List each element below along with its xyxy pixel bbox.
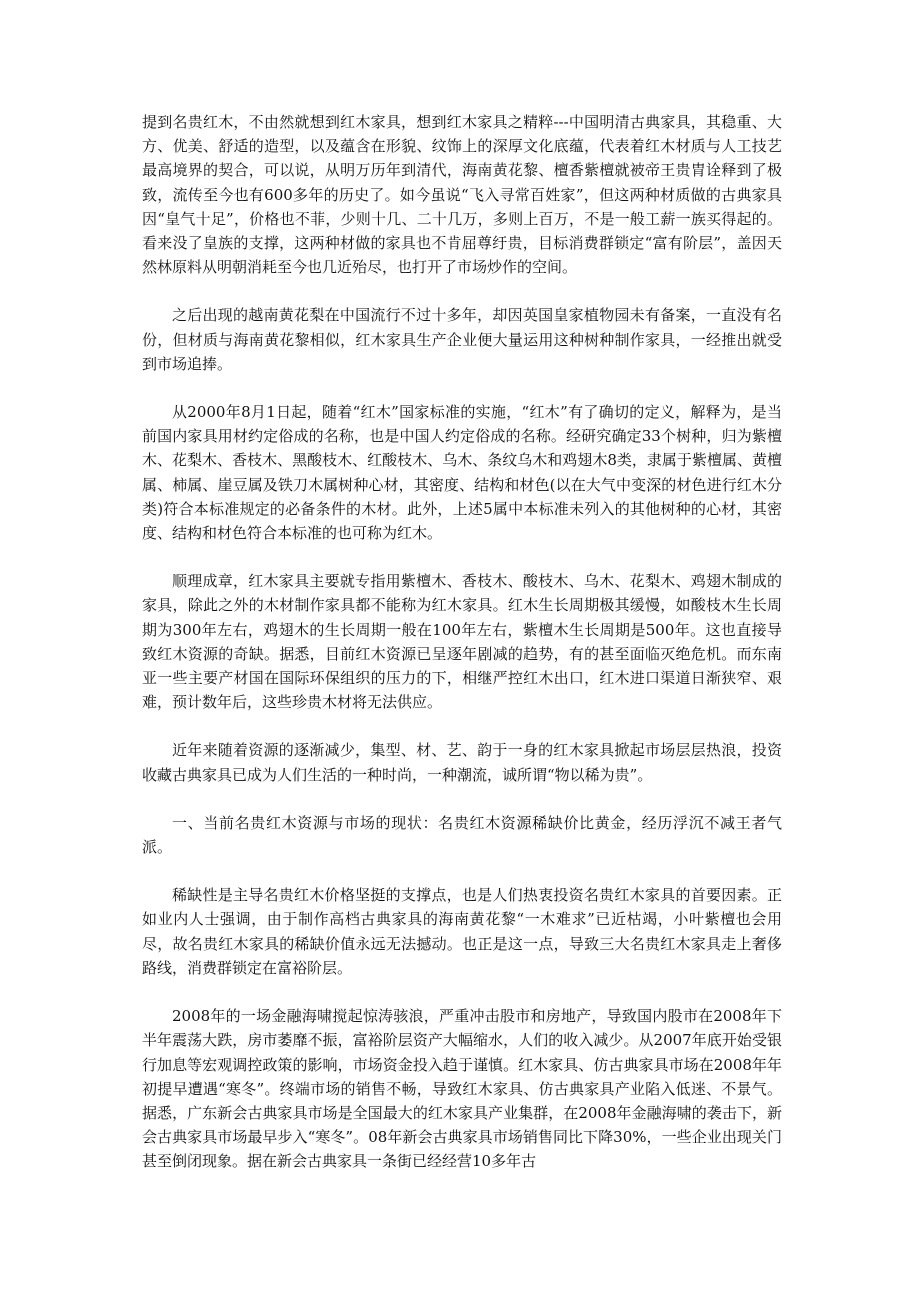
paragraph-market-trend: 近年来随着资源的逐渐减少，集型、材、艺、韵于一身的红木家具掀起市场层层热浪，投资收藏古典家具已成为人们生活的一种时尚，一种潮流，诚所谓“物以稀为贵”。 [142, 741, 782, 784]
section-heading-1: 一、当前名贵红木资源与市场的现状：名贵红木资源稀缺价比黄金，经历浮沉不减王者气派。 [142, 813, 782, 857]
paragraph-scarcity: 稀缺性是主导名贵红木价格坚挺的支撑点，也是人们热衷投资名贵红木家具的首要因素。正如业内人士强调，由于制作高档古典家具的海南黄花黎“一木难求”已近枯竭，小叶紫檀也会用尽，故名贵红木家具的稀缺价值永远无法撼动。也正是这一点，导致三大名贵红木家具走上奢侈路线，消费群锁定在富裕阶层。 [142, 886, 782, 977]
paragraph-vietnam-huanghuali: 之后出现的越南黄花梨在中国流行不过十多年，却因英国皇家植物园未有备案，一直没有名份，但材质与海南黄花黎相似，红木家具生产企业便大量运用这种树种制作家具，一经推出就受到市场追捧。 [142, 306, 782, 373]
paragraph-growth-cycle: 顺理成章，红木家具主要就专指用紫檀木、香枝木、酸枝木、乌木、花梨木、鸡翅木制成的家具，除此之外的木材制作家具都不能称为红木家具。红木生长周期极其缓慢，如酸枝木生长周期为300年左右，鸡翅木的生长周期一般在100年左右，紫檀木生长周期是500年。这也直接导致红木资源的奇缺。据悉，目前红木资源已呈逐年剧减的趋势，有的甚至面临灭绝危机。而东南亚一些主要产材国在国际环保组织的压力的下，相继严控红木出口，红木进口渠道日渐狭窄、艰难，预计数年后，这些珍贵木材将无法供应。 [142, 572, 782, 712]
article-body [142, 110, 782, 1198]
paragraph-intro: 提到名贵红木，不由然就想到红木家具，想到红木家具之精粹---中国明清古典家具，其稳重、大方、优美、舒适的造型，以及蕴含在形貌、纹饰上的深厚文化底蕴，代表着红木材质与人工技艺最高境界的契合，可以说，从明万历年到清代，海南黄花黎、檀香紫檀就被帝王贵胄诠释到了极致，流传至今也有600多年的历史了。如今虽说“飞入寻常百姓家”，但这两种材质做的古典家具因“皇气十足”，价格也不菲，少则十几、二十几万，多则上百万，不是一般工薪一族买得起的。看来没了皇族的支撑，这两种材做的家具也不肯屈尊纡贵，目标消费群锁定“富有阶层”，盖因天然林原料从明朝消耗至今也几近殆尽，也打开了市场炒作的空间。 [142, 113, 782, 277]
paragraph-national-standard: 从2000年8月1日起，随着“红木”国家标准的实施，“红木”有了确切的定义，解释为，是当前国内家具用材约定俗成的名称，也是中国人约定俗成的名称。经研究确定33个树种，归为紫檀木、花梨木、香枝木、黑酸枝木、红酸枝木、乌木、条纹乌木和鸡翅木8类，隶属于紫檀属、黄檀属、柿属、崖豆属及铁刀木属树种心材，其密度、结构和材色(以在大气中变深的材色进行红木分类)符合本标准规定的必备条件的木材。此外，上述5属中本标准未列入的其他树种的心材，其密度、结构和材色符合本标准的也可称为红木。 [142, 403, 782, 543]
paragraph-financial-crisis: 2008年的一场金融海啸搅起惊涛骇浪，严重冲击股市和房地产，导致国内股市在2008年下半年震荡大跌，房市萎靡不振，富裕阶层资产大幅缩水，人们的收入减少。从2007年底开始受银行加息等宏观调控政策的影响，市场资金投入趋于谨慎。红木家具、仿古典家具市场在2008年年初提早遭遇“寒冬”。终端市场的销售不畅，导致红木家具、仿古典家具产业陷入低迷、不景气。据悉，广东新会古典家具市场是全国最大的红木家具产业集群，在2008年金融海啸的袭击下，新会古典家具市场最早步入“寒冬”。08年新会古典家具市场销售同比下降30%，一些企业出现关门甚至倒闭现象。据在新会古典家具一条街已经经营10多年古 [142, 1007, 782, 1171]
